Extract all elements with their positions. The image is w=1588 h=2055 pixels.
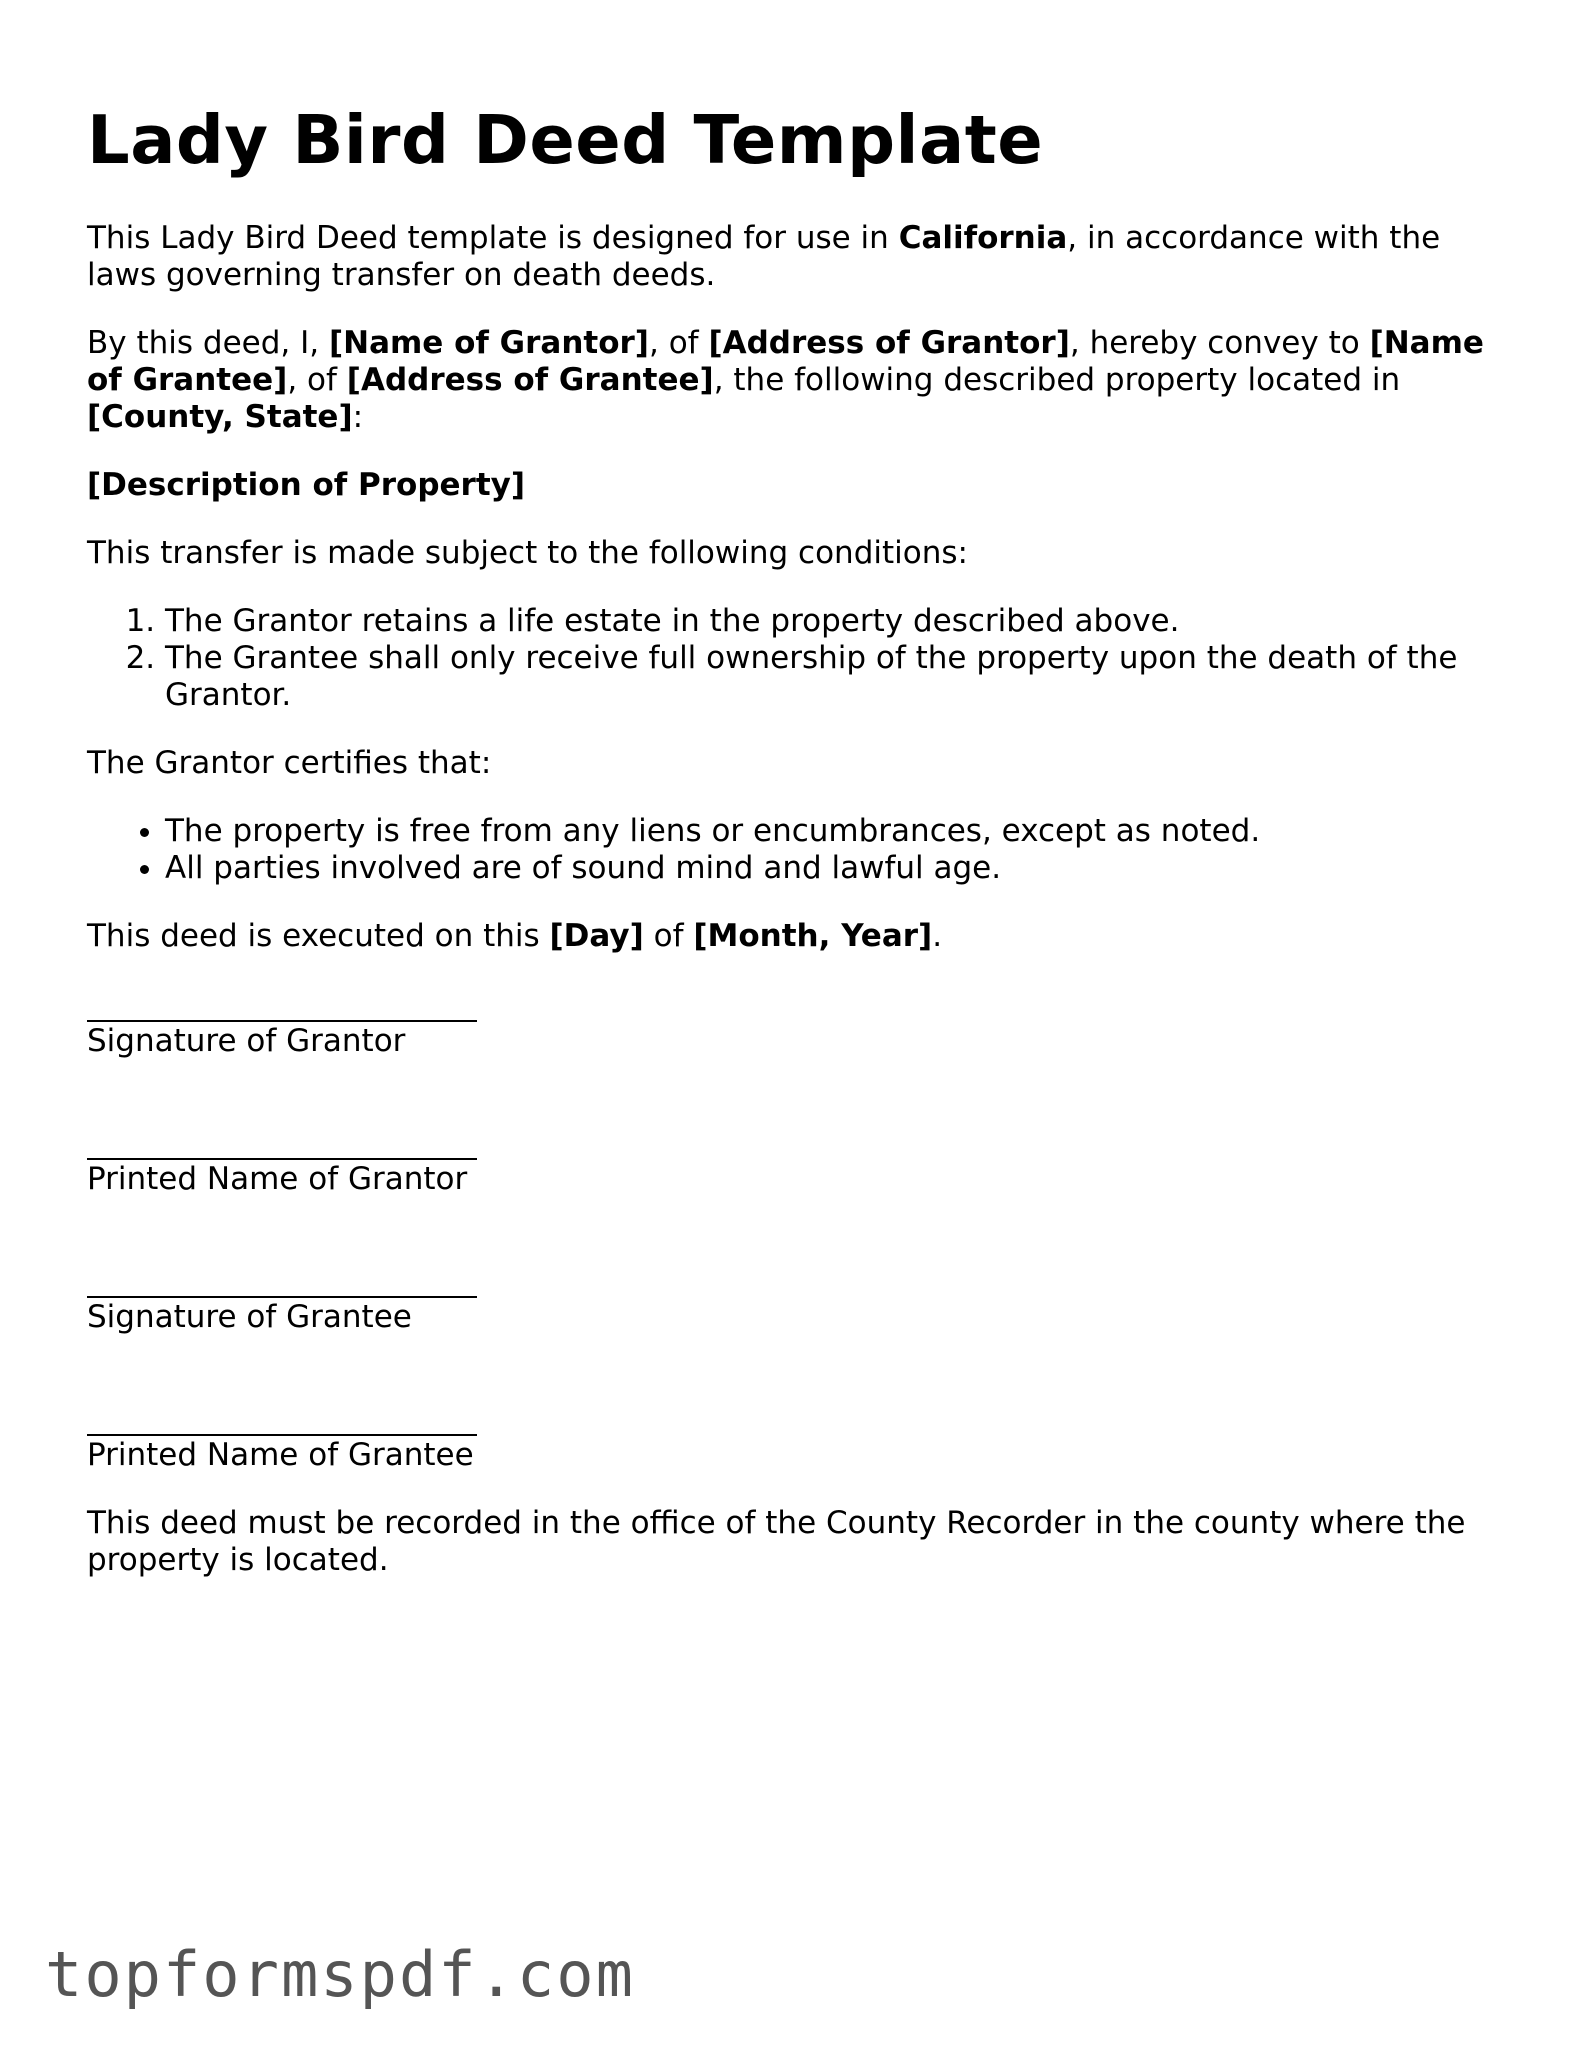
- document-title: Lady Bird Deed Template: [87, 101, 1044, 179]
- printed-name-block-grantor: [87, 1124, 1502, 1198]
- list-item: • The property is free from any liens or encumbrances, except as noted.: [165, 813, 1502, 850]
- signature-line[interactable]: [87, 986, 477, 1022]
- signature-line[interactable]: [87, 1262, 477, 1298]
- certifications-list: [87, 813, 1502, 887]
- day-placeholder: [Day]: [549, 918, 644, 955]
- property-description: [87, 467, 1502, 504]
- watermark: topformspdf.com: [45, 1938, 635, 2011]
- recording-note: This deed must be recorded in the office of the County Recorder in the county where the property is located.: [87, 1505, 1466, 1579]
- list-item: • All parties involved are of sound mind and lawful age.: [165, 850, 1502, 887]
- signature-line[interactable]: [87, 1124, 477, 1160]
- conveyance-text: , of: [287, 362, 347, 399]
- month-year-placeholder: [Month, Year]: [693, 918, 933, 955]
- grantee-address-placeholder: [Address of Grantee]: [346, 362, 714, 399]
- property-description-placeholder: [Description of Property]: [87, 467, 526, 504]
- printed-name-block-grantee: [87, 1400, 1502, 1474]
- intro-state: California: [898, 220, 1068, 257]
- signature-label: Signature of Grantee: [87, 1299, 412, 1336]
- conveyance-text: By this deed, I,: [87, 325, 329, 362]
- signature-line[interactable]: [87, 1400, 477, 1436]
- grantor-name-placeholder: [Name of Grantor]: [328, 325, 649, 362]
- grantor-address-placeholder: [Address of Grantor]: [708, 325, 1070, 362]
- document-page: [87, 100, 1502, 1610]
- conditions-list: [87, 603, 1502, 714]
- grantee-name-placeholder: [Name of Grantee]: [87, 325, 1484, 399]
- intro-text-pre: This Lady Bird Deed template is designed for use in: [87, 220, 899, 257]
- conveyance-text: , the following described property located in: [713, 362, 1401, 399]
- execution-text: This deed is executed on this: [87, 918, 550, 955]
- signature-block-grantee: [87, 1262, 1502, 1336]
- intro-paragraph: [87, 220, 1502, 294]
- signature-block-grantor: [87, 986, 1502, 1060]
- execution-text: .: [932, 918, 943, 955]
- conveyance-text: , of: [648, 325, 709, 362]
- execution-paragraph: [87, 918, 1502, 955]
- signature-label: Printed Name of Grantor: [87, 1161, 468, 1198]
- signature-label: Printed Name of Grantee: [87, 1437, 474, 1474]
- conveyance-paragraph: [87, 325, 1502, 436]
- conditions-intro: This transfer is made subject to the following conditions:: [87, 535, 968, 572]
- signature-label: Signature of Grantor: [87, 1023, 406, 1060]
- certifies-intro: The Grantor certifies that:: [87, 745, 492, 782]
- conveyance-text: :: [352, 399, 364, 436]
- list-item: 1. The Grantor retains a life estate in the property described above.: [165, 603, 1502, 640]
- list-item: 2. The Grantee shall only receive full ownership of the property upon the death of the Grantor.: [165, 640, 1502, 714]
- intro-text-post: , in accordance with the laws governing transfer on death deeds.: [87, 220, 1441, 294]
- county-state-placeholder: [County, State]: [87, 399, 353, 436]
- conveyance-text: , hereby convey to: [1069, 325, 1370, 362]
- execution-text: of: [643, 918, 694, 955]
